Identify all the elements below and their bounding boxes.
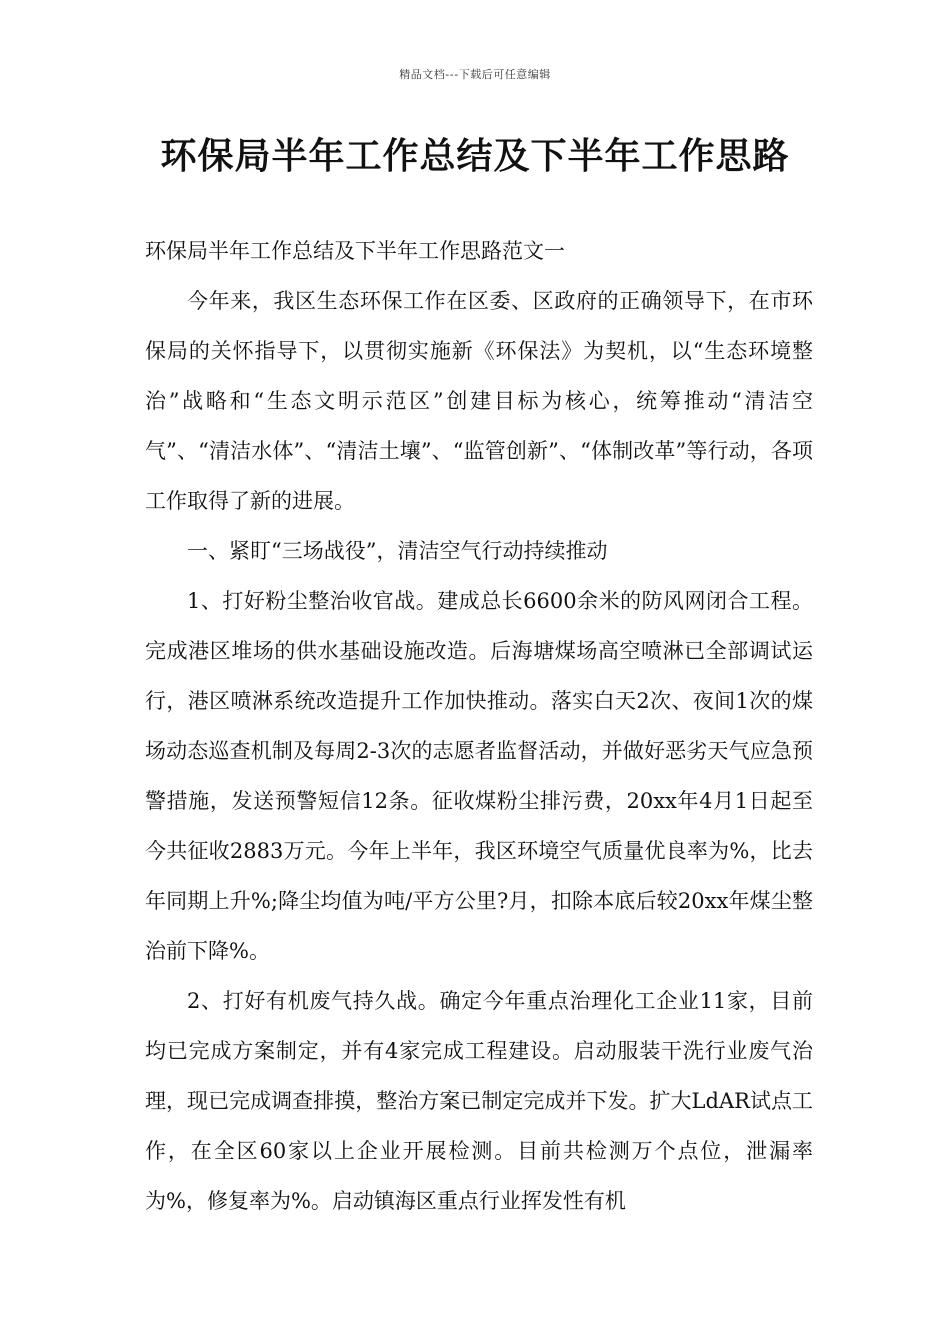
section-heading: 一、紧盯“三场战役”，清洁空气行动持续推动 (187, 539, 608, 563)
item-paragraph-1: 1、打好粉尘整治收官战。建成总长6600余米的防风网闭合工程。完成港区堆场的供水基础设施改造。后海塘煤场高空喷淋已全部调试运行，港区喷淋系统改造提升工作加快推动。落实白天2次、夜间1次的煤场动态巡查机制及每周2-3次的志愿者监督活动，并做好恶劣天气应急预警措施，发送预警短信12条。征收煤粉尘排污费，20xx年4月1日起至今共征收2883万元。今年上半年，我区环境空气质量优良率为%，比去年同期上升%;降尘均值为吨/平方公里?月，扣除本底后较20xx年煤尘整治前下降%。 (145, 589, 813, 963)
document-title: 环保局半年工作总结及下半年工作思路 (160, 136, 790, 177)
header-note: 精品文档---下载后可任意编辑 (399, 68, 551, 81)
item-paragraph-2: 2、打好有机废气持久战。确定今年重点治理化工企业11家，目前均已完成方案制定，并有4家完成工程建设。启动服装干洗行业废气治理，现已完成调查排摸，整治方案已制定完成并下发。扩大LdAR试点工作，在全区60家以上企业开展检测。目前共检测万个点位，泄漏率为%，修复率为%。启动镇海区重点行业挥发性有机 (145, 989, 813, 1213)
subtitle-paragraph: 环保局半年工作总结及下半年工作思路范文一 (145, 239, 565, 263)
document-body (145, 226, 813, 1226)
intro-paragraph: 今年来，我区生态环保工作在区委、区政府的正确领导下，在市环保局的关怀指导下，以贯彻实施新《环保法》为契机，以“生态环境整治”战略和“生态文明示范区”创建目标为核心，统筹推动“清洁空气”、“清洁水体”、“清洁土壤”、“监管创新”、“体制改革”等行动，各项工作取得了新的进展。 (145, 289, 813, 513)
